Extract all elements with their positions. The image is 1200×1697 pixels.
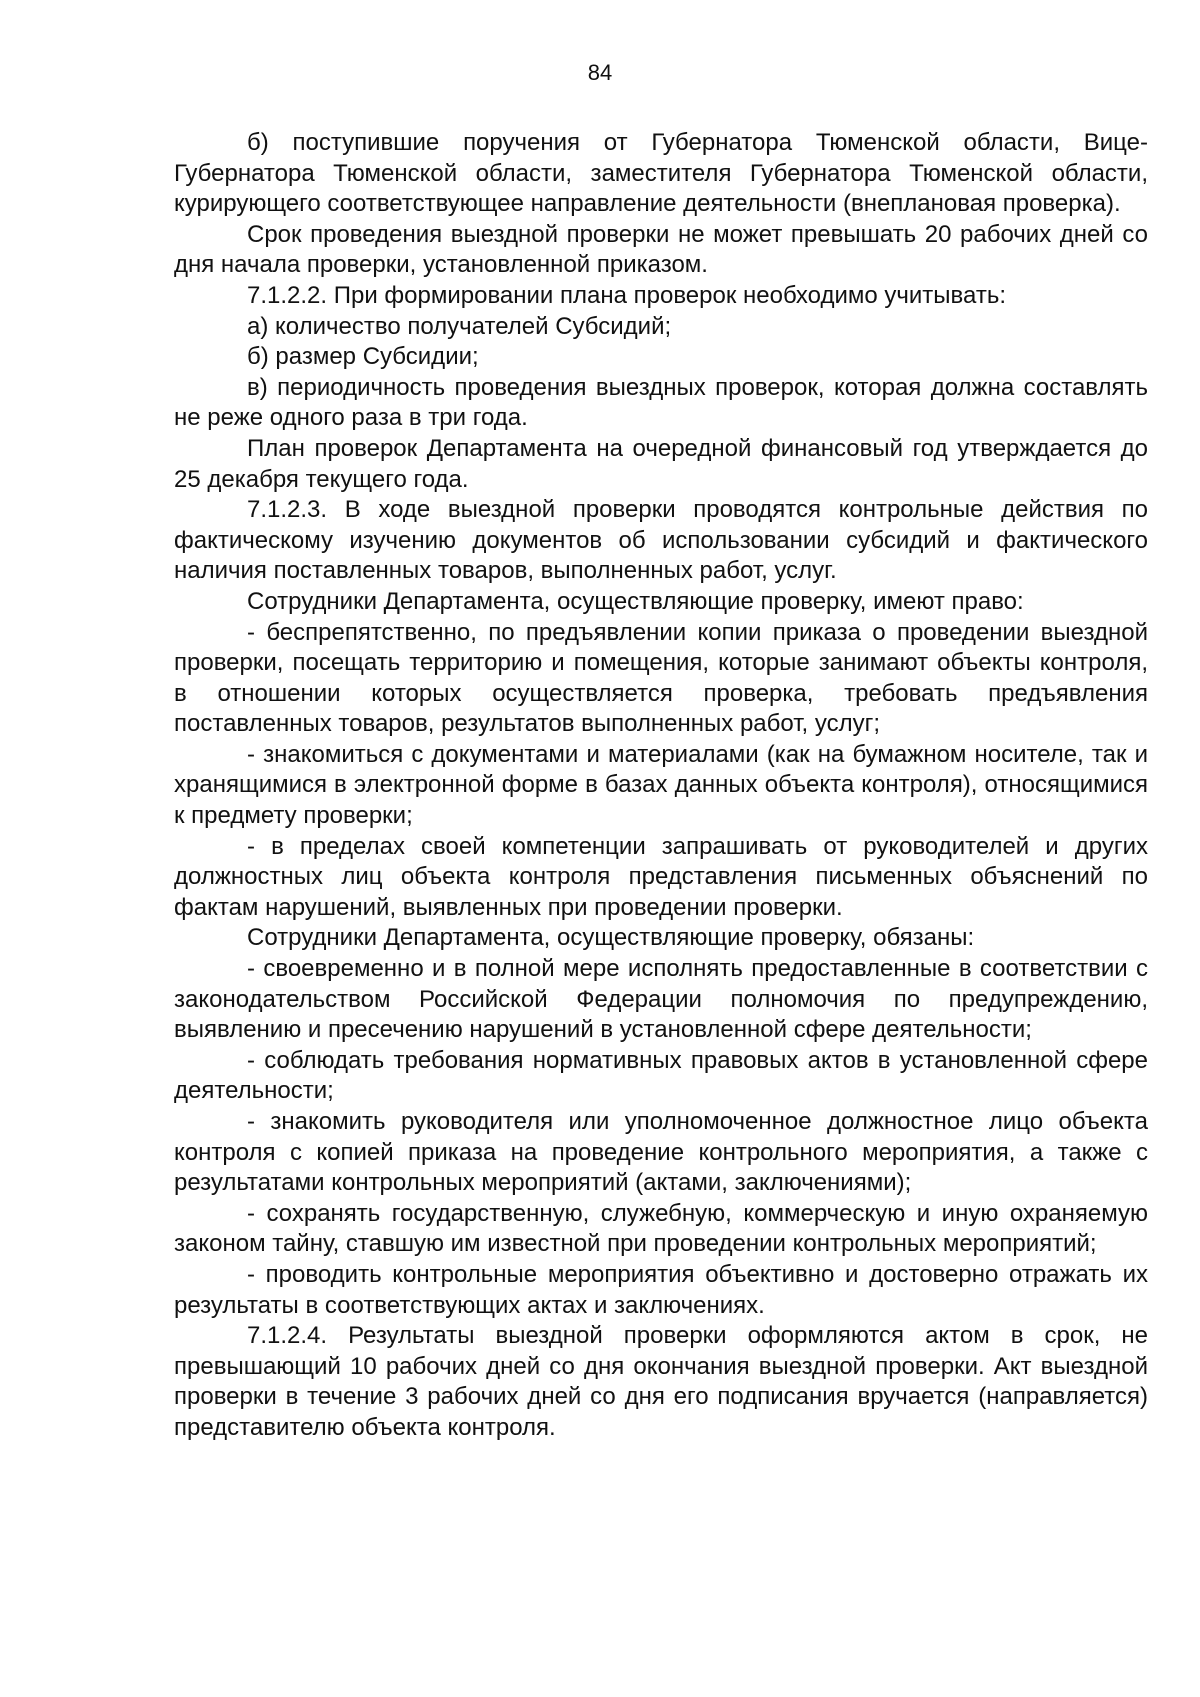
list-item-duty-inform: - знакомить руководителя или уполномоченное должностное лицо объекта контроля с копией приказа на проведение контрольного мероприятия, а также с результатами контрольных мероприятий (актами, заключениями); [174, 1108, 1148, 1197]
paragraph-inspection-term: Срок проведения выездной проверки не может превышать 20 рабочих дней со дня начала проверки, установленной приказом. [174, 220, 1148, 279]
list-item-duty-objectivity: - проводить контрольные мероприятия объективно и достоверно отражать их результаты в соответствующих актах и заключениях. [174, 1260, 1148, 1319]
list-item-duty-secrecy: - сохранять государственную, служебную, коммерческую и иную охраняемую законом тайну, ставшую им известной при проведении контрольных мероприятий; [174, 1199, 1148, 1258]
list-item-right-access: - беспрепятственно, по предъявлении копии приказа о проведении выездной проверки, посещать территорию и помещения, которые занимают объекты контроля, в отношении которых осуществляется проверка, требовать предъявления поставленных товаров, результатов выполненных работ, услуг; [174, 618, 1148, 738]
paragraph-staff-rights: Сотрудники Департамента, осуществляющие проверку, имеют право: [247, 587, 1024, 615]
paragraph-staff-duties: Сотрудники Департамента, осуществляющие проверку, обязаны: [247, 924, 975, 952]
list-item-periodicity: в) периодичность проведения выездных проверок, которая должна составлять не реже одного раза в три года. [174, 373, 1148, 432]
paragraph-unscheduled-inspection: б) поступившие поручения от Губернатора Тюменской области, Вице-Губернатора Тюменской области, заместителя Губернатора Тюменской области, курирующего соответствующее направление деятельности (внеплановая проверка). [174, 129, 1148, 218]
list-item-recipients-count: а) количество получателей Субсидий; [247, 312, 672, 340]
document-body [174, 128, 1148, 1444]
page-number: 84 [587, 60, 613, 85]
paragraph-7-1-2-2: 7.1.2.2. При формировании плана проверок необходимо учитывать: [247, 281, 1006, 309]
paragraph-7-1-2-4: 7.1.2.4. Результаты выездной проверки оформляются актом в срок, не превышающий 10 рабочих дней со дня окончания выездной проверки. Акт выездной проверки в течение 3 рабочих дней со дня его подписания вручается (направляется) представителю объекта контроля. [174, 1322, 1148, 1441]
list-item-right-request: - в пределах своей компетенции запрашивать от руководителей и других должностных лиц объекта контроля представления письменных объяснений по фактам нарушений, выявленных при проведении проверки. [174, 832, 1148, 921]
list-item-right-documents: - знакомиться с документами и материалами (как на бумажном носителе, так и хранящимися в электронной форме в базах данных объекта контроля), относящимися к предмету проверки; [174, 740, 1148, 830]
paragraph-7-1-2-3: 7.1.2.3. В ходе выездной проверки проводятся контрольные действия по фактическому изучению документов об использовании субсидий и фактического наличия поставленных товаров, выполненных работ, услуг. [174, 496, 1148, 585]
list-item-duty-powers: - своевременно и в полной мере исполнять предоставленные в соответствии с законодательством Российской Федерации полномочия по предупреждению, выявлению и пресечению нарушений в установленной сфере деятельности; [174, 955, 1148, 1044]
list-item-subsidy-size: б) размер Субсидии; [247, 343, 479, 371]
paragraph-plan-approval: План проверок Департамента на очередной финансовый год утверждается до 25 декабря текущего года. [174, 434, 1148, 493]
list-item-duty-regulations: - соблюдать требования нормативных правовых актов в установленной сфере деятельности; [174, 1046, 1148, 1105]
